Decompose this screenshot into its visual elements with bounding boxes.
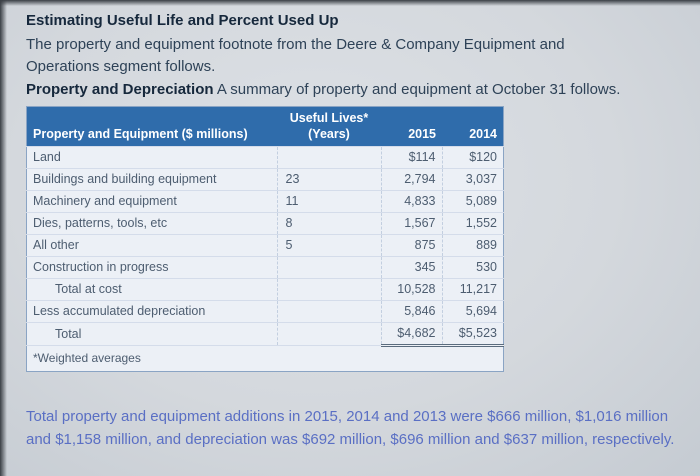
table-header [27,107,504,147]
row-2015: 1,567 [381,213,442,235]
table-row [27,301,504,323]
header-spacer-label [27,107,278,127]
table-row [27,147,504,169]
row-years: 8 [277,213,381,235]
closing-paragraph: Total property and equipment additions in 2015, 2014 and 2013 were $666 million, $1,016 million and $1,158 million, and depreciation was $692 million, $696 million and $637 million, respectively. [26,408,675,448]
row-2015: 10,528 [381,279,442,301]
row-label: All other [27,235,278,257]
row-2014: 3,037 [442,169,504,191]
intro-paragraph: The property and equipment footnote from the Deere & Company Equipment and Operations segment follows. [26,36,565,76]
footnote-row [27,346,504,372]
row-label: Dies, patterns, tools, etc [27,213,278,235]
table-footer [27,346,504,372]
row-years [277,279,381,301]
table-body [27,147,504,346]
header-spacer-2014 [442,107,504,127]
property-equipment-table [26,106,504,372]
row-2014: 530 [442,257,504,279]
column-header-2014: 2014 [442,126,504,147]
row-2015: $4,682 [381,323,442,346]
page-title: Estimating Useful Life and Percent Used Up [26,12,339,29]
row-label: Total at cost [27,279,278,301]
row-2015: 2,794 [381,169,442,191]
column-header-years: (Years) [277,126,381,147]
lead-paragraph [26,81,676,98]
table-column-row [27,126,504,147]
table-row [27,169,504,191]
row-label: Less accumulated depreciation [27,301,278,323]
row-2015: 5,846 [381,301,442,323]
row-2014: 5,089 [442,191,504,213]
lead-bold-label: Property and Depreciation [26,81,214,99]
photo-edge-top [0,0,700,6]
lead-text: A summary of property and equipment at October 31 follows. [216,81,621,99]
row-years: 5 [277,235,381,257]
table-row-total-at-cost [27,279,504,301]
column-header-label: Property and Equipment ($ millions) [27,126,278,147]
table-header-group-row [27,107,504,127]
header-useful-lives: Useful Lives* [277,107,381,127]
row-label: Construction in progress [27,257,278,279]
row-years [277,323,381,346]
row-2014: 1,552 [442,213,504,235]
row-years: 11 [277,191,381,213]
row-years [277,301,381,323]
header-spacer-2015 [381,107,442,127]
row-2014: 5,694 [442,301,504,323]
row-2014: $120 [442,147,504,169]
row-label: Machinery and equipment [27,191,278,213]
row-2014: $5,523 [442,323,504,346]
row-2015: 875 [381,235,442,257]
row-2014: 889 [442,235,504,257]
table-row [27,235,504,257]
table-row [27,213,504,235]
row-years [277,147,381,169]
row-years: 23 [277,169,381,191]
table-row [27,191,504,213]
row-2014: 11,217 [442,279,504,301]
table-row [27,257,504,279]
row-years [277,257,381,279]
row-2015: 345 [381,257,442,279]
row-2015: $114 [381,147,442,169]
row-label: Land [27,147,278,169]
table-row-total [27,323,504,346]
row-label: Total [27,323,278,346]
photo-edge-left [0,0,7,476]
row-2015: 4,833 [381,191,442,213]
column-header-2015: 2015 [381,126,442,147]
table-footnote: *Weighted averages [27,346,504,372]
row-label: Buildings and building equipment [27,169,278,191]
